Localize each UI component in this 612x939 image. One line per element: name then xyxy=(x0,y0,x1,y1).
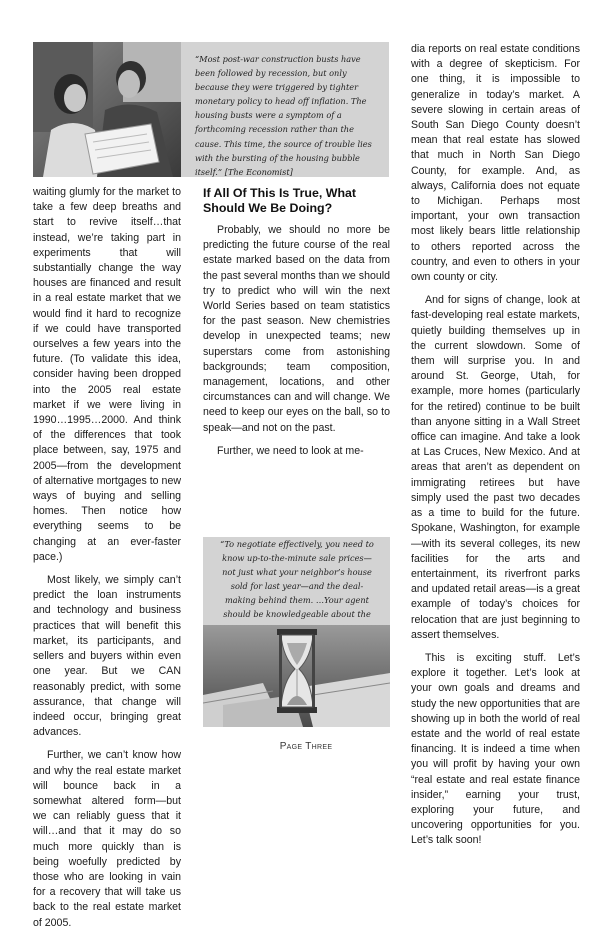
col3-paragraph-2: And for signs of change, look at fast-developing real estate markets, quietly building themselves up in the current slowdown. Some of them will surprise you. In and around St. George, Utah, for example, more homes (particularly for the retired) continue to be built than anyone sitting in a Wall Street office can imagine. And take a look at Las Cruces, New Mexico. And at areas that aren’t as dependent on immigrating retirees but have simply used the past two decades as a time to build for the future. Spokane, Washington, for example—with its several colleges, its new facilities for the arts and entertainment, its riverfront parks and updated retail areas—is a great example of today’s choices for relocation that are just beginning to assert themselves. xyxy=(411,294,580,641)
col1-paragraph-2: Most likely, we simply can’t predict the loan instruments and technology and business practices that will benefit this market, its participants, and sellers and buyers within even one year. But we CAN reasonably predict, with some assurance, that change will indeed occur, bringing great advances. xyxy=(33,574,181,739)
couple-photo xyxy=(33,42,181,177)
col3-paragraph-3: This is exciting stuff. Let’s explore it together. Let’s look at your own goals and dreams and study the new opportunities that are showing up in both the world of real estate and the world of real estate financing. It is indeed a time when you will profit by having your own “real estate and real estate finance insider,” earning your trust, exploring your future, and uncovering opportunities for you. Let’s talk soon! xyxy=(411,651,580,847)
column-2 xyxy=(203,186,390,467)
section-heading: If All Of This Is True, What Should We Be Doing? xyxy=(203,186,357,215)
column-1 xyxy=(33,185,181,939)
top-pull-quote-text: “Most post-war construction busts have been followed by recession, but only because they were triggered by tighter monetary policy to head off inflation. The housing busts were a symptom of a forthcoming recession rather than the cause. This time, the source of trouble lies with the bursting of the housing bubble itself.” [The Economist] xyxy=(195,54,372,177)
page-footer: Page Three xyxy=(279,741,333,752)
col1-paragraph-1: waiting glumly for the market to take a few deep breaths and start to revive itself…that instead, we’re taking part in experiments that will substantially change the way houses are financed and result in a real estate market that we would find it hard to recognize if we could have transported ourselves a few years into the future. (To validate this idea, consider having been dropped into the 2005 real estate market if we were living in 1990…1995…2000. And think of the differences that took place between, say, 1975 and 2005—from the development of alternative mortgages to new ways of buying and selling homes. Then notice how everything seems to be changing at an ever-faster pace.) xyxy=(33,186,181,563)
bottom-pull-quote-text: “To negotiate effectively, you need to know up-to-the-minute sale prices—not just what your neighbor’s house sold for last year—and the deal-making behind them. …Your agent should be knowledgeable about the xyxy=(220,539,374,620)
col2-paragraph-2: Further, we need to look at me- xyxy=(217,444,364,457)
col1-paragraph-3: Further, we can’t know how and why the real estate market will bounce back in a somewhat altered form—but we can reliably guess that it will…and that it may do so much more quickly than is being woefully predicted by those who are looking in vain for a recovery that will take us back to the real estate market of 2005. xyxy=(33,749,181,929)
hourglass-photo xyxy=(203,625,390,727)
top-pull-quote xyxy=(181,42,389,177)
col3-paragraph-1: dia reports on real estate conditions with a degree of skepticism. For one thing, it is impossible to generalize in today’s market. A severe slowing in certain areas of South San Diego County doesn’t mean that real estate has slowed that much in North San Diego County, for example. And, as always, California does not equate to Michigan. Perhaps most important, your own transaction most likely bears little relationship to others reported across the country, and even to others in your own county or city. xyxy=(411,43,580,284)
col2-paragraph-1: Probably, we should no more be predicting the future course of the real estate marked based on the data from the past several months than we should try to predict who will win the next World Series based on team statistics for the past season. New chemistries develop in unexpected teams; new superstars come from astonishing backgrounds; team composition, management, locations, and other circumstances can and will change. We need to keep our eyes on the ball, so to speak—and not on the past. xyxy=(203,224,390,434)
column-3 xyxy=(411,42,580,857)
